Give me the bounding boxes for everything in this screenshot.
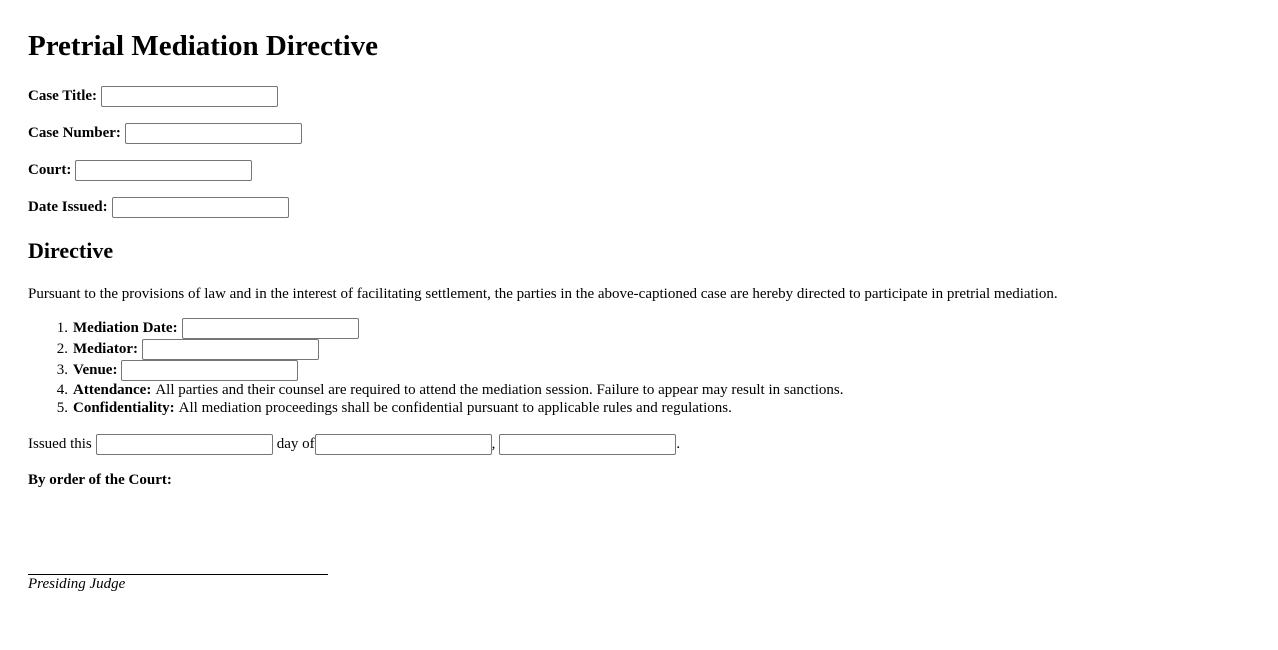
attendance-label: Attendance: — [73, 381, 152, 398]
list-number: 5. — [56, 399, 68, 416]
issued-line — [28, 433, 680, 455]
case-number-input[interactable] — [125, 123, 302, 144]
issued-month-input[interactable] — [315, 434, 492, 455]
directive-heading: Directive — [28, 238, 114, 263]
date-issued-row — [28, 196, 289, 218]
court-row — [28, 159, 252, 181]
list-number: 2. — [56, 341, 68, 357]
signer-title: Presiding Judge — [28, 576, 126, 592]
list-item-mediator — [28, 339, 843, 360]
list-item-confidentiality — [28, 399, 843, 417]
issued-period: . — [676, 435, 681, 452]
mediator-input[interactable] — [142, 339, 319, 360]
attendance-text: All parties and their counsel are required to attend the mediation session. Failure to appear may result in sanctions. — [155, 381, 844, 398]
case-number-label: Case Number: — [28, 124, 121, 141]
confidentiality-label: Confidentiality: — [73, 399, 175, 416]
list-number: 1. — [56, 320, 68, 336]
venue-input[interactable] — [121, 360, 298, 381]
issued-year-input[interactable] — [499, 434, 676, 455]
case-number-row — [28, 122, 302, 144]
mediation-date-input[interactable] — [182, 318, 359, 339]
issued-prefix: Issued this — [28, 435, 92, 452]
confidentiality-text: All mediation proceedings shall be confidential pursuant to applicable rules and regulations. — [178, 399, 732, 416]
directive-list — [28, 318, 843, 417]
venue-label: Venue: — [73, 362, 118, 378]
list-item-mediation-date — [28, 318, 843, 339]
list-item-attendance — [28, 381, 843, 399]
list-number: 4. — [56, 381, 68, 398]
court-input[interactable] — [75, 160, 252, 181]
court-label: Court: — [28, 161, 72, 178]
mediator-label: Mediator: — [73, 341, 138, 357]
issued-middle-text: day of — [276, 435, 315, 452]
list-item-venue — [28, 360, 843, 381]
order-text: By order of the Court: — [28, 472, 172, 488]
case-title-input[interactable] — [101, 86, 278, 107]
issued-comma: , — [491, 435, 496, 452]
list-number: 3. — [56, 362, 68, 378]
date-issued-input[interactable] — [112, 197, 289, 218]
page-title: Pretrial Mediation Directive — [28, 30, 379, 62]
date-issued-label: Date Issued: — [28, 198, 108, 215]
issued-day-input[interactable] — [96, 434, 273, 455]
case-title-row — [28, 85, 278, 107]
mediation-date-label: Mediation Date: — [73, 320, 178, 336]
directive-intro: Pursuant to the provisions of law and in the interest of facilitating settlement, the parties in the above-captioned case are hereby directed to participate in pretrial mediation. — [28, 286, 1058, 302]
case-title-label: Case Title: — [28, 87, 98, 104]
